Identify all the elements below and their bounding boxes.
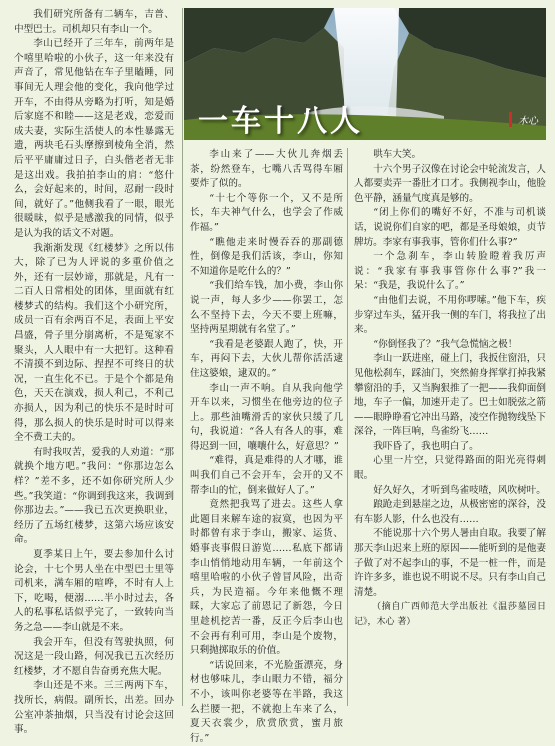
- paragraph: 我们研究所备有二辆车，吉普、中型巴士。司机却只有李山一个。: [14, 9, 174, 35]
- author-name: 木心: [509, 112, 538, 127]
- column-divider: [182, 8, 183, 706]
- paragraph: 李山一声不响。自从我向他学开车以来，习惯坐在他旁边的位子上。那些油嘴滑舌的家伙只缓了几句，我说道：“各人有各人的事，难得迟到一回，嚷嚷什么，好意思？”: [190, 382, 343, 452]
- paragraph: 踉跄走到悬崖之边，从极密密的深谷，没有车影人影，什么也没有……: [354, 499, 546, 525]
- paragraph: 好久好久，才听到鸟雀吱喳，风吹树叶。: [373, 484, 546, 496]
- paragraph: 不能说那十六个男人暑由自取。我要了解那天李山迟来上班的原因——能听到的是他妻子做了对不起李山的事，不是一桩一件，而是许许多多，谁也说不明说不尽。只有李山自己清楚。: [354, 528, 546, 598]
- column-right: [354, 148, 546, 706]
- paragraph: 哄车大笑。: [373, 149, 422, 160]
- paragraph: 我渐渐发现《红楼梦》之所以伟大，除了已为人评说的多重价值之外，还有一层妙谛，那就是，凡有一二百人日常相处的团体，里面就有红楼梦式的结构。我们这个小研究所，成员一百有余两百不足，表面上平安昌盛，骨子里分崩离析，不是冤家不聚头，人人眼中有一大把钉。这种看不清摸不到边际、捏捏不可终日的状况，一直生化不已。于是个个都是角色，天天在演戏，损人利己，不利己亦损人，因为利己的快乐不是时时可得，那么损人的快乐是时时可以得来全不费工夫的。: [14, 242, 174, 444]
- paragraph: “我们给车钱，加小费，李山你说一声，每人多少——你罢工，怎么不坚持下去，今天不要上班嘛，坚持两星期就有名堂了。”: [190, 280, 343, 336]
- paragraph: “瞧他走来时慢吞吞的那副德性，倒像是我们活该，李山，你知不知道你是吃什么的？”: [190, 236, 343, 277]
- paragraph: 心里一片空，只觉得路面的阳光亮得刺眼。: [354, 455, 546, 482]
- paragraph: 李山一跃进座，碰上门，我扳住窗沿，只见他松刹车，踩油门，突然俯身挥掌打掉我紧攀窗沿的手，又当胸狠推了一把——我仰面倒地，车子一偏，加速开走了。巴士如脱弦之箭——眼睁睁看它冲出马路，凌空作抛物线坠下深谷，一阵巨响，鸟雀纷飞……: [354, 353, 546, 438]
- paragraph: 有时我叹苦，爱我的人劝道：“那就换个地方吧。”我问：“你那边怎么样？”差不多，还不如你研究所人少些。”我笑道：“你调到我这来，我调到你那边去。”——我已五次更换职业，经历了五场红楼梦，这第六场应该安命。: [14, 446, 174, 546]
- article-title: 一车十八人: [198, 104, 363, 139]
- paragraph: “你倒怪我了？”我气急慌恼之极！: [373, 338, 518, 350]
- paragraph: 夏季某日上午，要去参加什么讨论会，十七个男人坐在中型巴士里等司机来，满车厢的喧哗，不时有人上下，吃喝，便溺……半小时过去，各人的私事私话似乎完了，一致转向当务之急——李山就是不来。: [14, 548, 174, 633]
- paragraph: 李山来了——大伙儿奔烟丢茶，纷然登车，七嘴八舌骂得车厢要炸了似的。: [190, 149, 343, 190]
- paragraph: “由他们去说，不用你啰嗦。”他下车，疾步穿过车头，猛开我一侧的车门，将我拉了出来。: [354, 294, 546, 336]
- paragraph: 十六个男子汉像在讨论会中轮流发言，人人都要卖弄一番肚才口才。我侧视李山，他脸色平静，涵量气度真是够的。: [354, 163, 546, 204]
- paragraph: 竟然把我骂了进去。这些人拿此题目来解车途的寂寞，也因为平时都曾有求于李山，搬家、运货、婚事丧事假日游览……私底下都请李山悄悄地动用车辆，一年前这个嘻里哈啦的小伙子曾冒风险，出奇兵，为民造福。今年来他慨不理睬，大家忘了前恩记了新怨，今日里趁机挖苦一番，反正今后李山也不会再有利可用，李山是个废物，只剩抛掷取乐的价值。: [190, 499, 343, 657]
- paragraph: “十七个等你一个，又不是所长，车夫神气什么，也学会了作威作福。”: [190, 192, 343, 233]
- paragraph: 一个急刹车，李山转脸瞪着我厉声说：“我家有事我事管你什么事?”我一呆：“我是，我说什么了。”: [354, 251, 546, 292]
- column-divider: [347, 148, 348, 706]
- paragraph: “闭上你们的嘴好不好，不准与司机谈话，说说你们自家的吧，都是圣母娘娘，贞节牌坊。李家有事我事，管你们什么事?”: [354, 207, 546, 248]
- column-middle: [190, 148, 343, 744]
- paragraph: 李山还是不来。三三两两下车，找所长，病假。副所长，出差。回办公室冲茶抽烟，只当没有讨论会这回事。: [14, 680, 174, 736]
- paragraph: “我看是老婆跟人跑了，快，开车，再闷下去，大伙儿帮你活活逮住这婆娘，逮双的。”: [190, 338, 343, 379]
- paragraph: “话说回来，不光脸蛋漂亮，身材也够味儿，李山眼力不错，福分不小，该叫你老婆等在半路，我这么拦腰一把，不就抱上车来了么，夏天衣裳少，欣赏欣赏，蜜月旅行。”: [190, 659, 343, 744]
- paragraph: “难得，真是难得的人才哪，谁叫我们自己不会开车，会开的又不帮李山的忙，倒来做好人了。”: [190, 455, 343, 496]
- hero-image: [184, 8, 546, 140]
- column-left: [14, 8, 174, 736]
- source-citation: （摘自广西师范大学出版社《温莎墓园日记》，木心 著）: [354, 602, 546, 627]
- paragraph: 我吓昏了，我也明白了。: [373, 440, 479, 452]
- paragraph: 李山已经开了三年车，前两年是个嘻里哈啦的小伙子，这一年来没有声音了，常见他钻在车子里瞌睡，同事间无人理会他的变化，我向他学过开车，不由得从旁略为打听，知是婚后家庭不和睦——这是老戏，恋爱而成夫妻，实际生活使人的本性暴露无遗，两块毛石头摩擦到棱角全消，然后平平庸庸过日子，白头偕老者无非是这出戏。我拍拍李山的肩：“悠什么，会好起来的，时间，忍耐一段时间，就好了。”他侧我看了一眼，眼光很暖昧，似乎是感激我的同情，似乎是认为我的话文不对题。: [14, 38, 174, 239]
- paragraph: 我会开车，但没有驾驶执照，何况这是一段山路，何况我已五次经历红楼梦，才不愿自告奋勇充焦大呢。: [14, 636, 174, 677]
